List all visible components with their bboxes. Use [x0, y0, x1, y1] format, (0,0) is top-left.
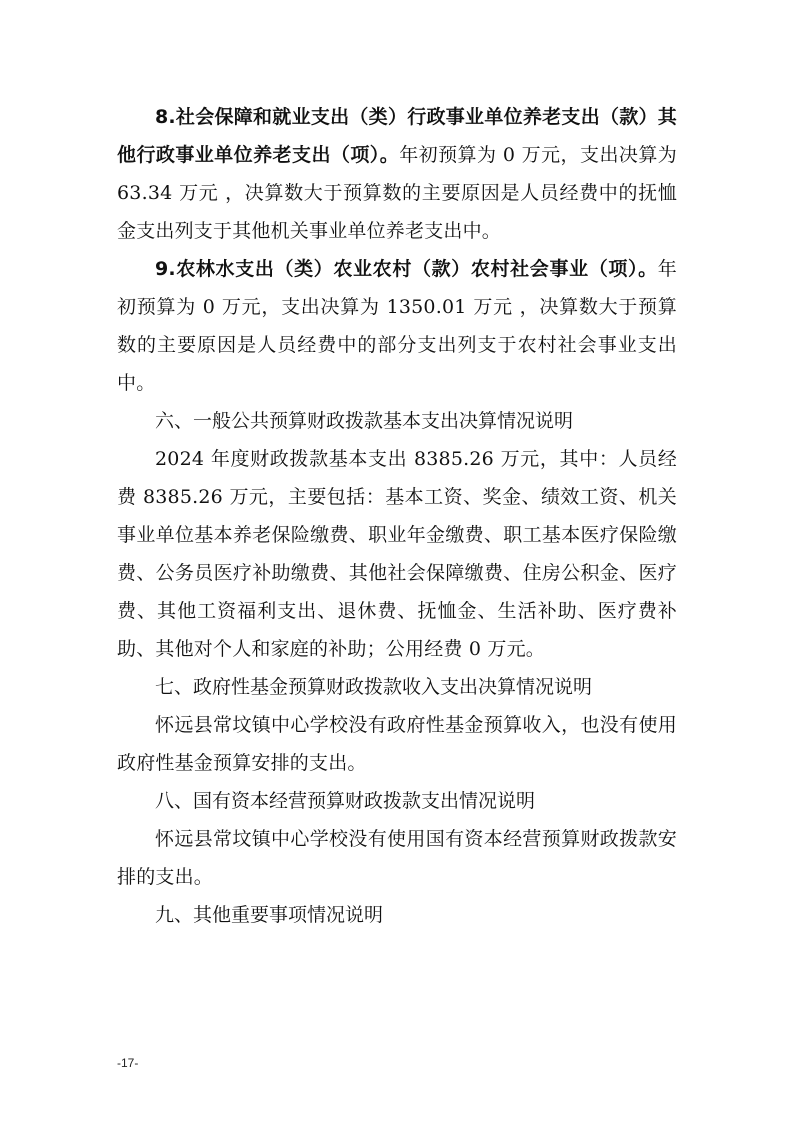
section-8-text: 怀远县常坟镇中心学校没有使用国有资本经营预算财政拨款安排的支出。	[117, 828, 677, 888]
item-8-text: 年初预算为 0 万元，支出决算为 63.34 万元 ，决算数大于预算数的主要原因是人员经费中的抚恤金支出列支于其他机关事业单位养老支出中。	[117, 144, 677, 242]
item-8-heading: 8.社会保障和就业支出（类）行政事业单位养老支出（款）其他行政事业单位养老支出（项）。	[117, 106, 677, 166]
section-8-heading: 八、国有资本经营预算财政拨款支出情况说明	[155, 790, 536, 812]
document-body	[117, 98, 677, 934]
section-6-text: 2024 年度财政拨款基本支出 8385.26 万元，其中：人员经费 8385.26 万元，主要包括：基本工资、奖金、绩效工资、机关事业单位基本养老保险缴费、职业年金缴费、职工基本医疗保险缴费、公务员医疗补助缴费、其他社会保障缴费、住房公积金、医疗费、其他工资福利支出、退休费、抚恤金、生活补助、医疗费补助、其他对个人和家庭的补助；公用经费 0 万元。	[117, 448, 677, 660]
item-8-paragraph	[117, 98, 677, 250]
section-7-heading: 七、政府性基金预算财政拨款收入支出决算情况说明	[155, 676, 593, 698]
item-9-text: 年初预算为 0 万元，支出决算为 1350.01 万元 ，决算数大于预算数的主要原因是人员经费中的部分支出列支于农村社会事业支出中。	[117, 258, 677, 394]
item-9-heading: 9.农林水支出（类）农业农村（款）农村社会事业（项）。	[155, 258, 658, 280]
section-7-text: 怀远县常坟镇中心学校没有政府性基金预算收入，也没有使用政府性基金预算安排的支出。	[117, 714, 677, 774]
section-9-heading: 九、其他重要事项情况说明	[155, 904, 384, 926]
section-6-heading: 六、一般公共预算财政拨款基本支出决算情况说明	[155, 410, 574, 432]
item-9-paragraph	[117, 250, 677, 402]
page-number: -17-	[117, 1056, 139, 1070]
